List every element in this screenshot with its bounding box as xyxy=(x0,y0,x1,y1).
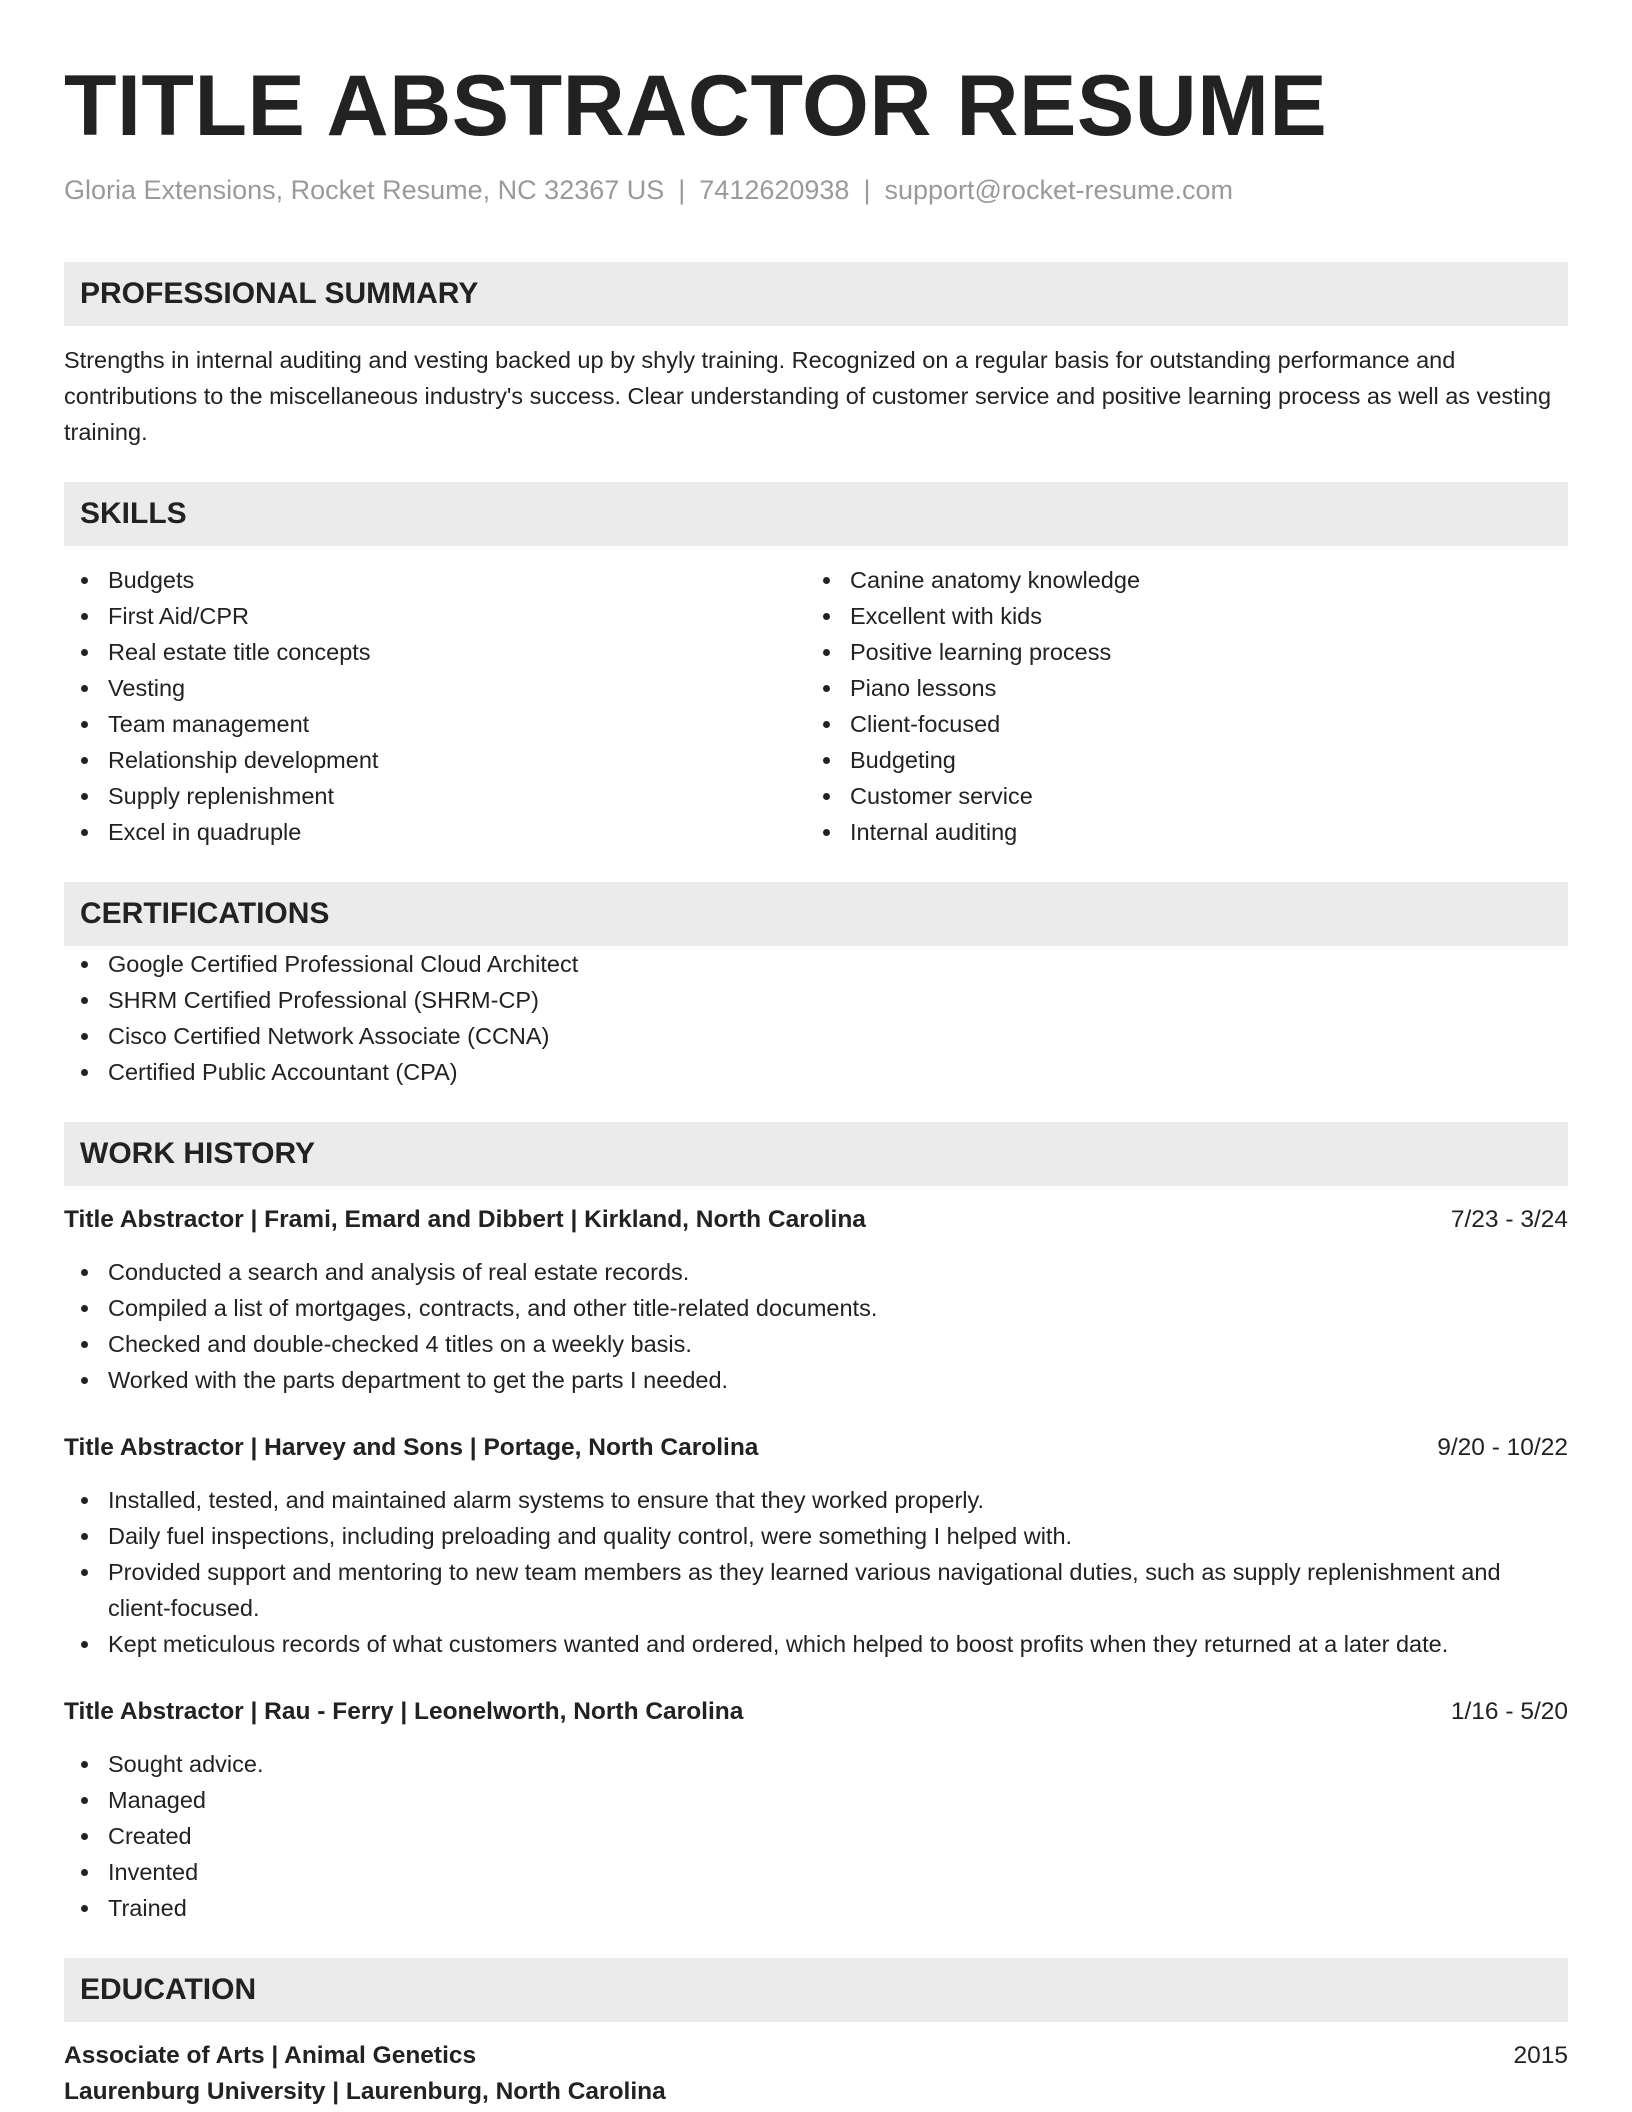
job-entry xyxy=(64,1694,1568,1926)
resume-content xyxy=(64,0,1568,2110)
resume-title: TITLE ABSTRACTOR RESUME xyxy=(64,58,1328,154)
work-history-heading: WORK HISTORY xyxy=(64,1122,1568,1186)
skills-column-right xyxy=(806,562,1548,850)
certification-item: Certified Public Accountant (CPA) xyxy=(64,1054,1568,1090)
skills-column-left xyxy=(64,562,806,850)
contact-separator: | xyxy=(863,175,871,205)
contact-separator: | xyxy=(678,175,686,205)
job-header xyxy=(64,1694,1568,1730)
contact-phone[interactable]: 7412620938 xyxy=(699,175,850,205)
job-dates: 7/23 - 3/24 xyxy=(1450,1206,1568,1233)
skill-item: Positive learning process xyxy=(806,634,1548,670)
education-year: 2015 xyxy=(1513,2042,1568,2069)
education-header xyxy=(64,2038,1568,2074)
contact-line xyxy=(64,172,1568,208)
job-bullet: Provided support and mentoring to new team members as they learned various navigational duties, such as supply replenishment and client-focused. xyxy=(64,1554,1568,1626)
job-header xyxy=(64,1430,1568,1466)
skill-item: Excellent with kids xyxy=(806,598,1548,634)
skill-item: Client-focused xyxy=(806,706,1548,742)
certification-item: SHRM Certified Professional (SHRM-CP) xyxy=(64,982,1568,1018)
skill-item: First Aid/CPR xyxy=(64,598,806,634)
job-bullet: Compiled a list of mortgages, contracts, and other title-related documents. xyxy=(64,1290,1568,1326)
certifications-section xyxy=(64,882,1568,1090)
summary-text: Strengths in internal auditing and vesting backed up by shyly training. Recognized on a regular basis for outstanding performance and contributions to the miscellaneous industry's success. Clear understanding of customer service and positive learning process as well as vesting training. xyxy=(64,347,1552,445)
skill-item: Budgets xyxy=(64,562,806,598)
education-section xyxy=(64,1958,1568,2110)
contact-email[interactable]: support@rocket-resume.com xyxy=(884,175,1233,205)
summary-section xyxy=(64,262,1568,450)
skill-item: Internal auditing xyxy=(806,814,1548,850)
job-dates: 1/16 - 5/20 xyxy=(1450,1698,1568,1725)
skill-item: Customer service xyxy=(806,778,1548,814)
education-school: Laurenburg University | Laurenburg, North Carolina xyxy=(64,2078,666,2105)
job-bullet: Installed, tested, and maintained alarm systems to ensure that they worked properly. xyxy=(64,1482,1568,1518)
job-title: Title Abstractor | Harvey and Sons | Portage, North Carolina xyxy=(64,1434,759,1461)
job-dates: 9/20 - 10/22 xyxy=(1437,1434,1568,1461)
education-degree: Associate of Arts | Animal Genetics xyxy=(64,2042,477,2069)
job-bullet: Created xyxy=(64,1818,1568,1854)
job-bullet: Kept meticulous records of what customers wanted and ordered, which helped to boost profits when they returned at a later date. xyxy=(64,1626,1568,1662)
skill-item: Real estate title concepts xyxy=(64,634,806,670)
skill-item: Canine anatomy knowledge xyxy=(806,562,1548,598)
job-title: Title Abstractor | Rau - Ferry | Leonelworth, North Carolina xyxy=(64,1698,744,1725)
skill-item: Budgeting xyxy=(806,742,1548,778)
job-bullets xyxy=(64,1482,1568,1662)
job-bullet: Trained xyxy=(64,1890,1568,1926)
certifications-heading: CERTIFICATIONS xyxy=(64,882,1568,946)
job-bullet: Conducted a search and analysis of real estate records. xyxy=(64,1254,1568,1290)
skills-section xyxy=(64,482,1568,850)
job-bullets xyxy=(64,1746,1568,1926)
job-bullets xyxy=(64,1254,1568,1398)
job-bullet: Sought advice. xyxy=(64,1746,1568,1782)
job-bullet: Invented xyxy=(64,1854,1568,1890)
skill-item: Team management xyxy=(64,706,806,742)
skill-item: Relationship development xyxy=(64,742,806,778)
skill-item: Excel in quadruple xyxy=(64,814,806,850)
job-header xyxy=(64,1202,1568,1238)
job-title: Title Abstractor | Frami, Emard and Dibbert | Kirkland, North Carolina xyxy=(64,1206,866,1233)
skill-item: Supply replenishment xyxy=(64,778,806,814)
job-entry xyxy=(64,1202,1568,1398)
job-bullet: Daily fuel inspections, including preloading and quality control, were something I helped with. xyxy=(64,1518,1568,1554)
certification-item: Cisco Certified Network Associate (CCNA) xyxy=(64,1018,1568,1054)
education-heading: EDUCATION xyxy=(64,1958,1568,2022)
skill-item: Piano lessons xyxy=(806,670,1548,706)
skills-grid xyxy=(64,562,1568,850)
contact-address: Gloria Extensions, Rocket Resume, NC 32367 US xyxy=(64,175,665,205)
summary-heading: PROFESSIONAL SUMMARY xyxy=(64,262,1568,326)
job-entry xyxy=(64,1430,1568,1662)
job-bullet: Managed xyxy=(64,1782,1568,1818)
certification-item: Google Certified Professional Cloud Architect xyxy=(64,946,1568,982)
skill-item: Vesting xyxy=(64,670,806,706)
job-bullet: Worked with the parts department to get the parts I needed. xyxy=(64,1362,1568,1398)
work-history-section xyxy=(64,1122,1568,1926)
job-bullet: Checked and double-checked 4 titles on a weekly basis. xyxy=(64,1326,1568,1362)
skills-heading: SKILLS xyxy=(64,482,1568,546)
certifications-list xyxy=(64,946,1568,1090)
